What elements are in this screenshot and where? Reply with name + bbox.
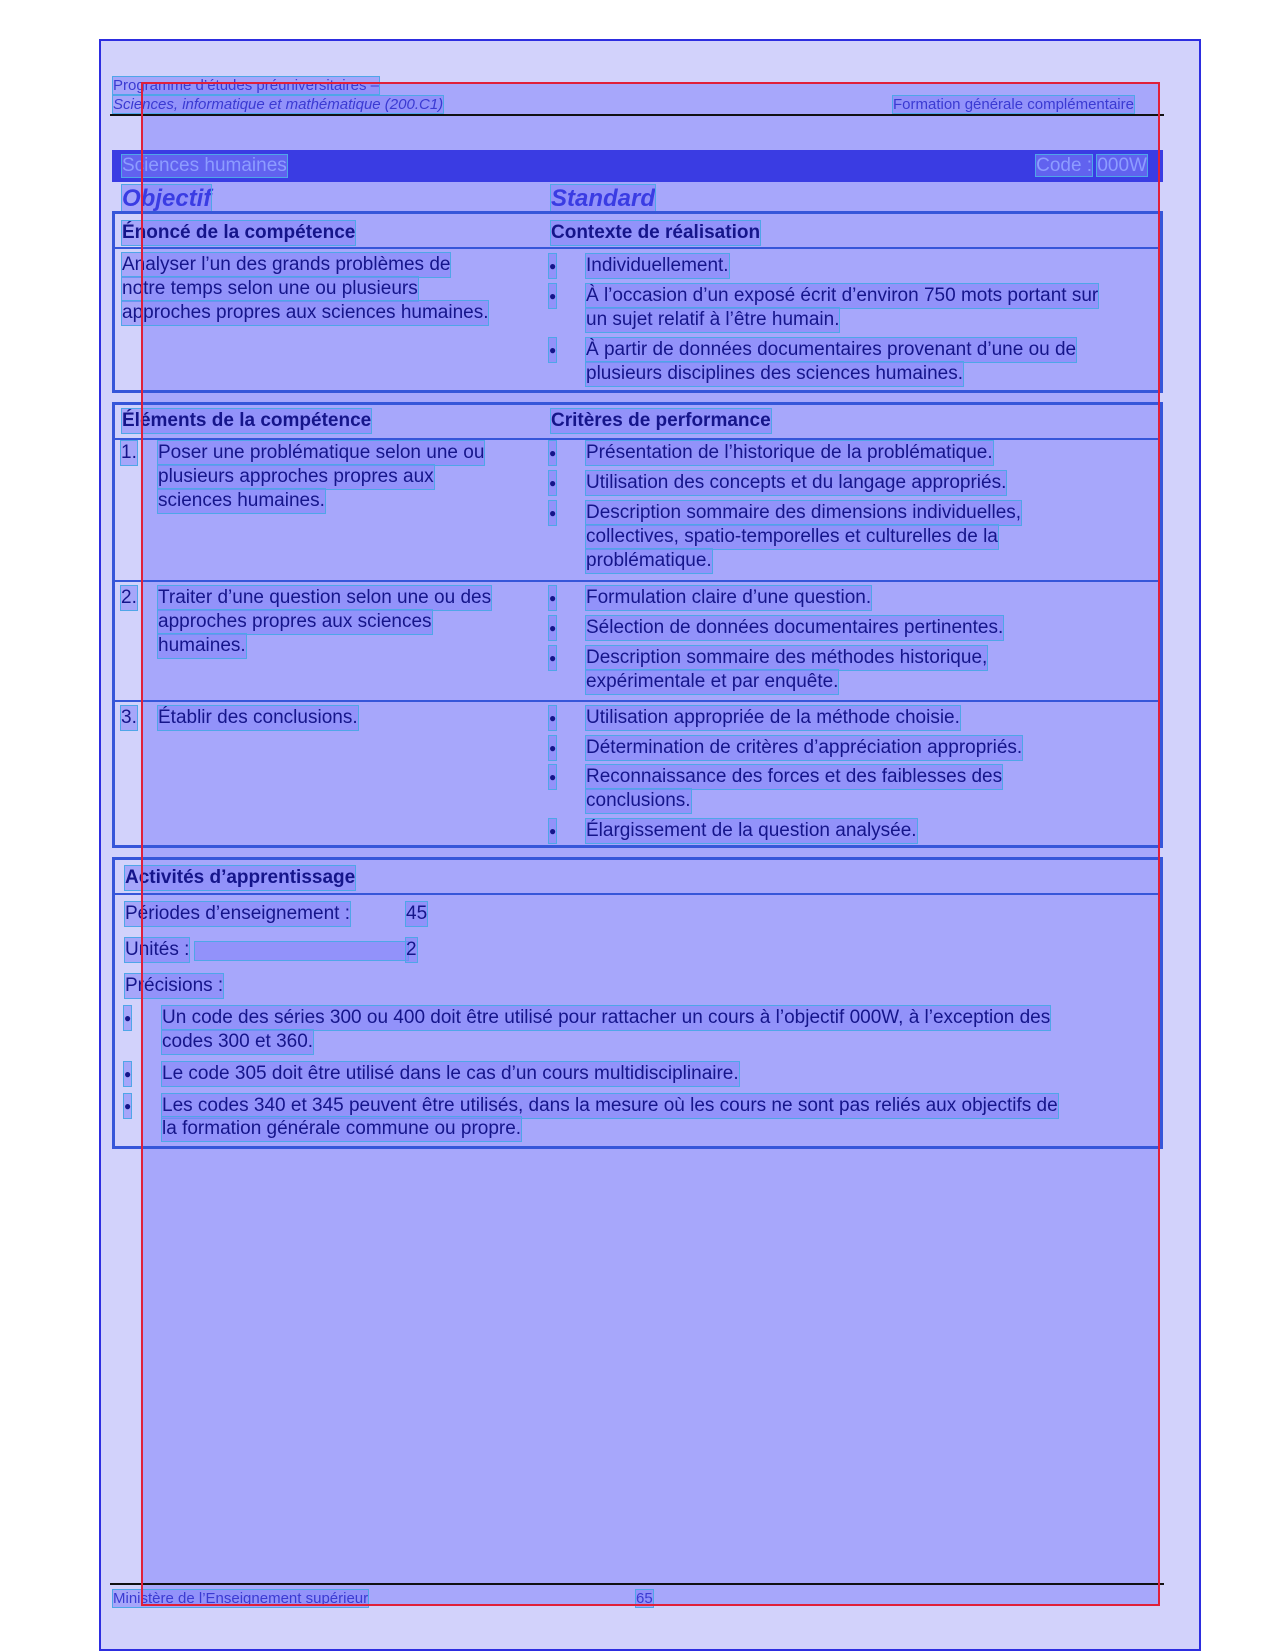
competence-statement-header: Énoncé de la compétence: [122, 222, 356, 243]
bullet-dot-icon: ●: [549, 254, 556, 278]
element-line: Établir des conclusions.: [158, 707, 358, 728]
row-divider: [115, 580, 1160, 582]
bullet-dot-icon: ●: [549, 338, 556, 362]
precision-item: Les codes 340 et 345 peuvent être utilisés, dans la mesure où les cours ne sont pas reliés aux objectifs de: [162, 1095, 1058, 1116]
element-number: 2.: [121, 587, 137, 608]
context-item-cont: un sujet relatif à l’être humain.: [586, 309, 840, 330]
criterion: Description sommaire des dimensions individuelles,: [586, 502, 1022, 523]
units-value: 2: [406, 939, 417, 960]
context-item: Individuellement.: [586, 255, 729, 276]
bullet-dot-icon: ●: [549, 284, 556, 308]
element-line: sciences humaines.: [158, 490, 325, 511]
precision-item-cont: la formation générale commune ou propre.: [162, 1118, 522, 1139]
criterion: Formulation claire d’une question.: [586, 587, 872, 608]
criterion: Sélection de données documentaires pertinentes.: [586, 617, 1004, 638]
activities-header: Activités d’apprentissage: [125, 867, 356, 888]
criterion: Élargissement de la question analysée.: [586, 820, 917, 841]
bullet-dot-icon: ●: [124, 1062, 131, 1086]
element-line: plusieurs approches propres aux: [158, 466, 434, 487]
bullet-dot-icon: ●: [549, 586, 556, 610]
precision-item-cont: codes 300 et 360.: [162, 1031, 314, 1052]
criterion: Utilisation appropriée de la méthode choisie.: [586, 707, 960, 728]
code-value: 000W: [1097, 155, 1147, 176]
header-program: Programme d’études préuniversitaires –: [113, 77, 379, 94]
precision-item: Un code des séries 300 ou 400 doit être utilisé pour rattacher un cours à l’objectif 000W, à l’exception des: [162, 1007, 1051, 1028]
competence-line: notre temps selon une ou plusieurs: [122, 278, 418, 299]
precision-item: Le code 305 doit être utilisé dans le cas d’un cours multidisciplinaire.: [162, 1063, 739, 1084]
header-right: Formation générale complémentaire: [893, 96, 1134, 113]
header-subtitle: Sciences, informatique et mathématique (200.C1): [113, 96, 444, 113]
periods-value: 45: [406, 903, 428, 924]
context-header: Contexte de réalisation: [551, 222, 761, 243]
objective-heading: Objectif: [122, 185, 212, 212]
criteria-header: Critères de performance: [551, 410, 771, 431]
precisions-label: Précisions :: [125, 975, 224, 996]
section-title: Sciences humaines: [122, 155, 287, 176]
footer-ministry: Ministère de l’Enseignement supérieur: [113, 1590, 369, 1607]
element-number: 3.: [121, 707, 137, 728]
bullet-dot-icon: ●: [549, 471, 556, 495]
row-divider: [115, 700, 1160, 702]
units-label: Unités :: [125, 939, 190, 960]
element-number: 1.: [121, 442, 137, 463]
standard-heading: Standard: [551, 185, 656, 212]
criterion-cont: problématique.: [586, 550, 712, 571]
context-item-cont: plusieurs disciplines des sciences humaines.: [586, 363, 964, 384]
criterion-cont: expérimentale et par enquête.: [586, 671, 839, 692]
bullet-dot-icon: ●: [549, 765, 556, 789]
bullet-dot-icon: ●: [124, 1006, 131, 1030]
section-title-bar: [112, 150, 1163, 182]
criterion-cont: conclusions.: [586, 790, 691, 811]
units-leader: [195, 942, 408, 960]
criterion: Description sommaire des méthodes historique,: [586, 647, 988, 668]
element-line: Traiter d’une question selon une ou des: [158, 587, 492, 608]
periods-label: Périodes d’enseignement :: [125, 903, 350, 924]
context-item: À partir de données documentaires provenant d’une ou de: [586, 339, 1077, 360]
competence-line: Analyser l’un des grands problèmes de: [122, 254, 451, 275]
footer-rule: [110, 1583, 1164, 1585]
element-line: Poser une problématique selon une ou: [158, 442, 485, 463]
competence-line: approches propres aux sciences humaines.: [122, 302, 489, 323]
header-rule: [110, 114, 1164, 116]
elements-header: Éléments de la compétence: [122, 410, 372, 431]
criterion: Présentation de l’historique de la problématique.: [586, 442, 993, 463]
criterion: Détermination de critères d’appréciation appropriés.: [586, 737, 1023, 758]
code-label: Code :: [1036, 155, 1093, 176]
bullet-dot-icon: ●: [549, 441, 556, 465]
bullet-dot-icon: ●: [549, 706, 556, 730]
code-group: [1036, 155, 1147, 177]
criterion: Reconnaissance des forces et des faiblesses des: [586, 766, 1003, 787]
context-item: À l’occasion d’un exposé écrit d’environ 750 mots portant sur: [586, 285, 1099, 306]
element-line: approches propres aux sciences: [158, 611, 432, 632]
bullet-dot-icon: ●: [549, 501, 556, 525]
bullet-dot-icon: ●: [549, 736, 556, 760]
bullet-dot-icon: ●: [549, 646, 556, 670]
page-number: 65: [636, 1590, 653, 1607]
bullet-dot-icon: ●: [549, 616, 556, 640]
element-line: humaines.: [158, 635, 246, 656]
criterion-cont: collectives, spatio-temporelles et culturelles de la: [586, 526, 998, 547]
criterion: Utilisation des concepts et du langage appropriés.: [586, 472, 1007, 493]
bullet-dot-icon: ●: [549, 819, 556, 843]
bullet-dot-icon: ●: [124, 1094, 131, 1118]
